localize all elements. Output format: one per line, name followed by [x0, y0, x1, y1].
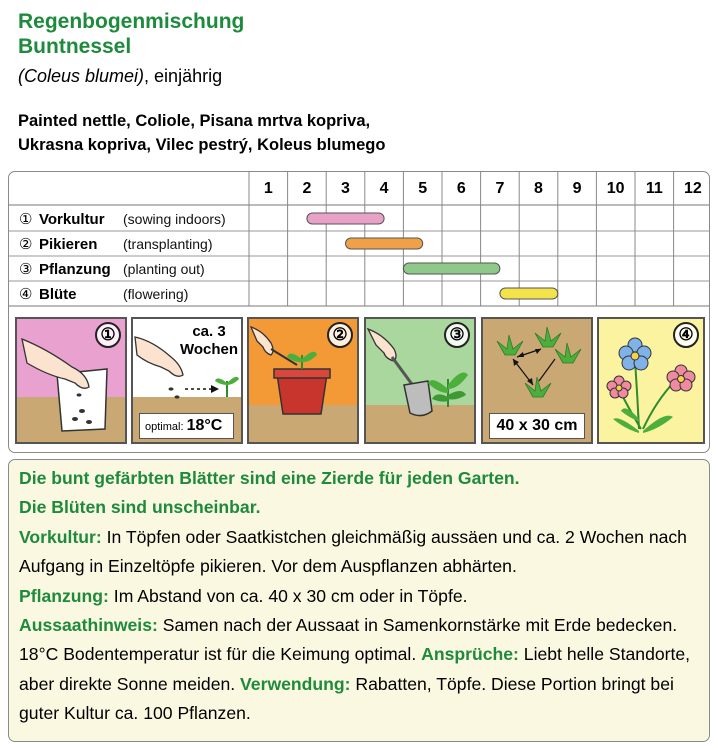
- common-names-line-2: Ukrasna kopriva, Vilec pestrý, Koleus blumego: [18, 136, 386, 154]
- month-label: 7: [495, 180, 505, 197]
- row-translation: (sowing indoors): [123, 211, 226, 227]
- aussaat-paragraph: [19, 611, 699, 729]
- pflanzung-label: Pflanzung:: [19, 585, 109, 606]
- period-bar-3: [403, 263, 500, 274]
- month-label: 9: [572, 180, 582, 197]
- title-line-2: Buntnessel: [18, 35, 132, 58]
- row-number: ①: [19, 211, 33, 228]
- step-number-1: ①: [95, 322, 121, 348]
- row-translation: (transplanting): [123, 236, 213, 252]
- vorkultur-paragraph: [19, 523, 699, 582]
- sowing-calendar: [8, 171, 710, 453]
- annual-label: , einjährig: [144, 66, 223, 86]
- row-pflanzung: [19, 258, 205, 280]
- vorkultur-text: In Töpfen oder Saatkistchen gleichmäßig aussäen und ca. 2 Wochen nach Aufgang in Einzeltöpfe pikieren. Vor dem Auspflanzen abhärten.: [19, 526, 687, 577]
- row-number: ③: [19, 261, 33, 278]
- row-translation: (flowering): [123, 286, 189, 302]
- spacing-label: 40 x 30 cm: [489, 413, 585, 439]
- step-number-4: ④: [673, 322, 699, 348]
- panel-planting-out: [364, 317, 476, 444]
- period-bar-4: [500, 288, 558, 299]
- month-label: 6: [456, 180, 466, 197]
- row-label: Blüte: [39, 286, 77, 303]
- aussaat-label: Aussaathinweis:: [19, 615, 158, 636]
- step-number-2: ②: [327, 322, 353, 348]
- row-translation: (planting out): [123, 261, 205, 277]
- month-label: 12: [683, 180, 702, 197]
- row-label: Vorkultur: [39, 211, 105, 228]
- month-label: 10: [606, 180, 625, 197]
- panel-spacing: [481, 317, 593, 444]
- ansprueche-text: Liebt helle Standorte, aber direkte Sonne meiden.: [19, 644, 691, 694]
- month-label: 11: [645, 180, 663, 197]
- latin-name: [18, 66, 222, 87]
- step-number-3: ③: [444, 322, 470, 348]
- aussaat-text: Samen nach der Aussaat in Samenkornstärke mit Erde bedecken. 18°C Bodentemperatur ist für die Keimung optimal.: [19, 615, 678, 665]
- row-number: ④: [19, 286, 33, 303]
- lead-line-1: Die bunt gefärbten Blätter sind eine Zierde für jeden Garten.: [19, 468, 520, 488]
- month-label: 3: [341, 180, 350, 197]
- duration-line-2: Wochen: [179, 341, 239, 358]
- verwendung-label: Verwendung:: [240, 673, 351, 694]
- row-label: Pflanzung: [39, 261, 111, 278]
- verwendung-text: Rabatten, Töpfe. Diese Portion bringt bei guter Kultur ca. 100 Pflanzen.: [19, 673, 674, 724]
- description-box: [8, 459, 710, 742]
- month-label: 4: [379, 180, 389, 197]
- duration-text: [177, 323, 241, 359]
- optimal-text: optimal:: [145, 421, 184, 433]
- ansprueche-label: Ansprüche:: [421, 644, 519, 665]
- row-label: Pikieren: [39, 236, 98, 253]
- panel-flowering: [597, 317, 705, 444]
- temperature-label: [139, 413, 234, 439]
- period-bar-1: [307, 213, 384, 224]
- period-bar-2: [346, 238, 423, 249]
- common-names-line-1: Painted nettle, Coliole, Pisana mrtva kopriva,: [18, 112, 371, 130]
- title-line-1: Regenbogenmischung: [18, 10, 245, 33]
- row-pikieren: [19, 233, 213, 255]
- temperature-value: 18°C: [186, 417, 223, 434]
- row-vorkultur: [19, 208, 226, 230]
- month-label: 2: [302, 180, 312, 197]
- duration-line-1: ca. 3: [192, 323, 226, 340]
- month-label: 8: [534, 180, 543, 197]
- panel-transplanting: [247, 317, 359, 444]
- latin-name-italic: (Coleus blumei): [18, 66, 145, 86]
- month-label: 1: [263, 180, 273, 197]
- panel-germination: [131, 317, 243, 444]
- pflanzung-paragraph: [19, 582, 699, 611]
- pflanzung-text: Im Abstand von ca. 40 x 30 cm oder in Töpfe.: [108, 585, 468, 606]
- row-bluete: [19, 283, 188, 305]
- vorkultur-label: Vorkultur:: [19, 526, 102, 547]
- common-names: [18, 109, 385, 157]
- lead-line-2: Die Blüten sind unscheinbar.: [19, 497, 261, 518]
- row-number: ②: [19, 236, 33, 253]
- panel-sowing: [15, 317, 127, 444]
- month-label: 5: [418, 180, 428, 197]
